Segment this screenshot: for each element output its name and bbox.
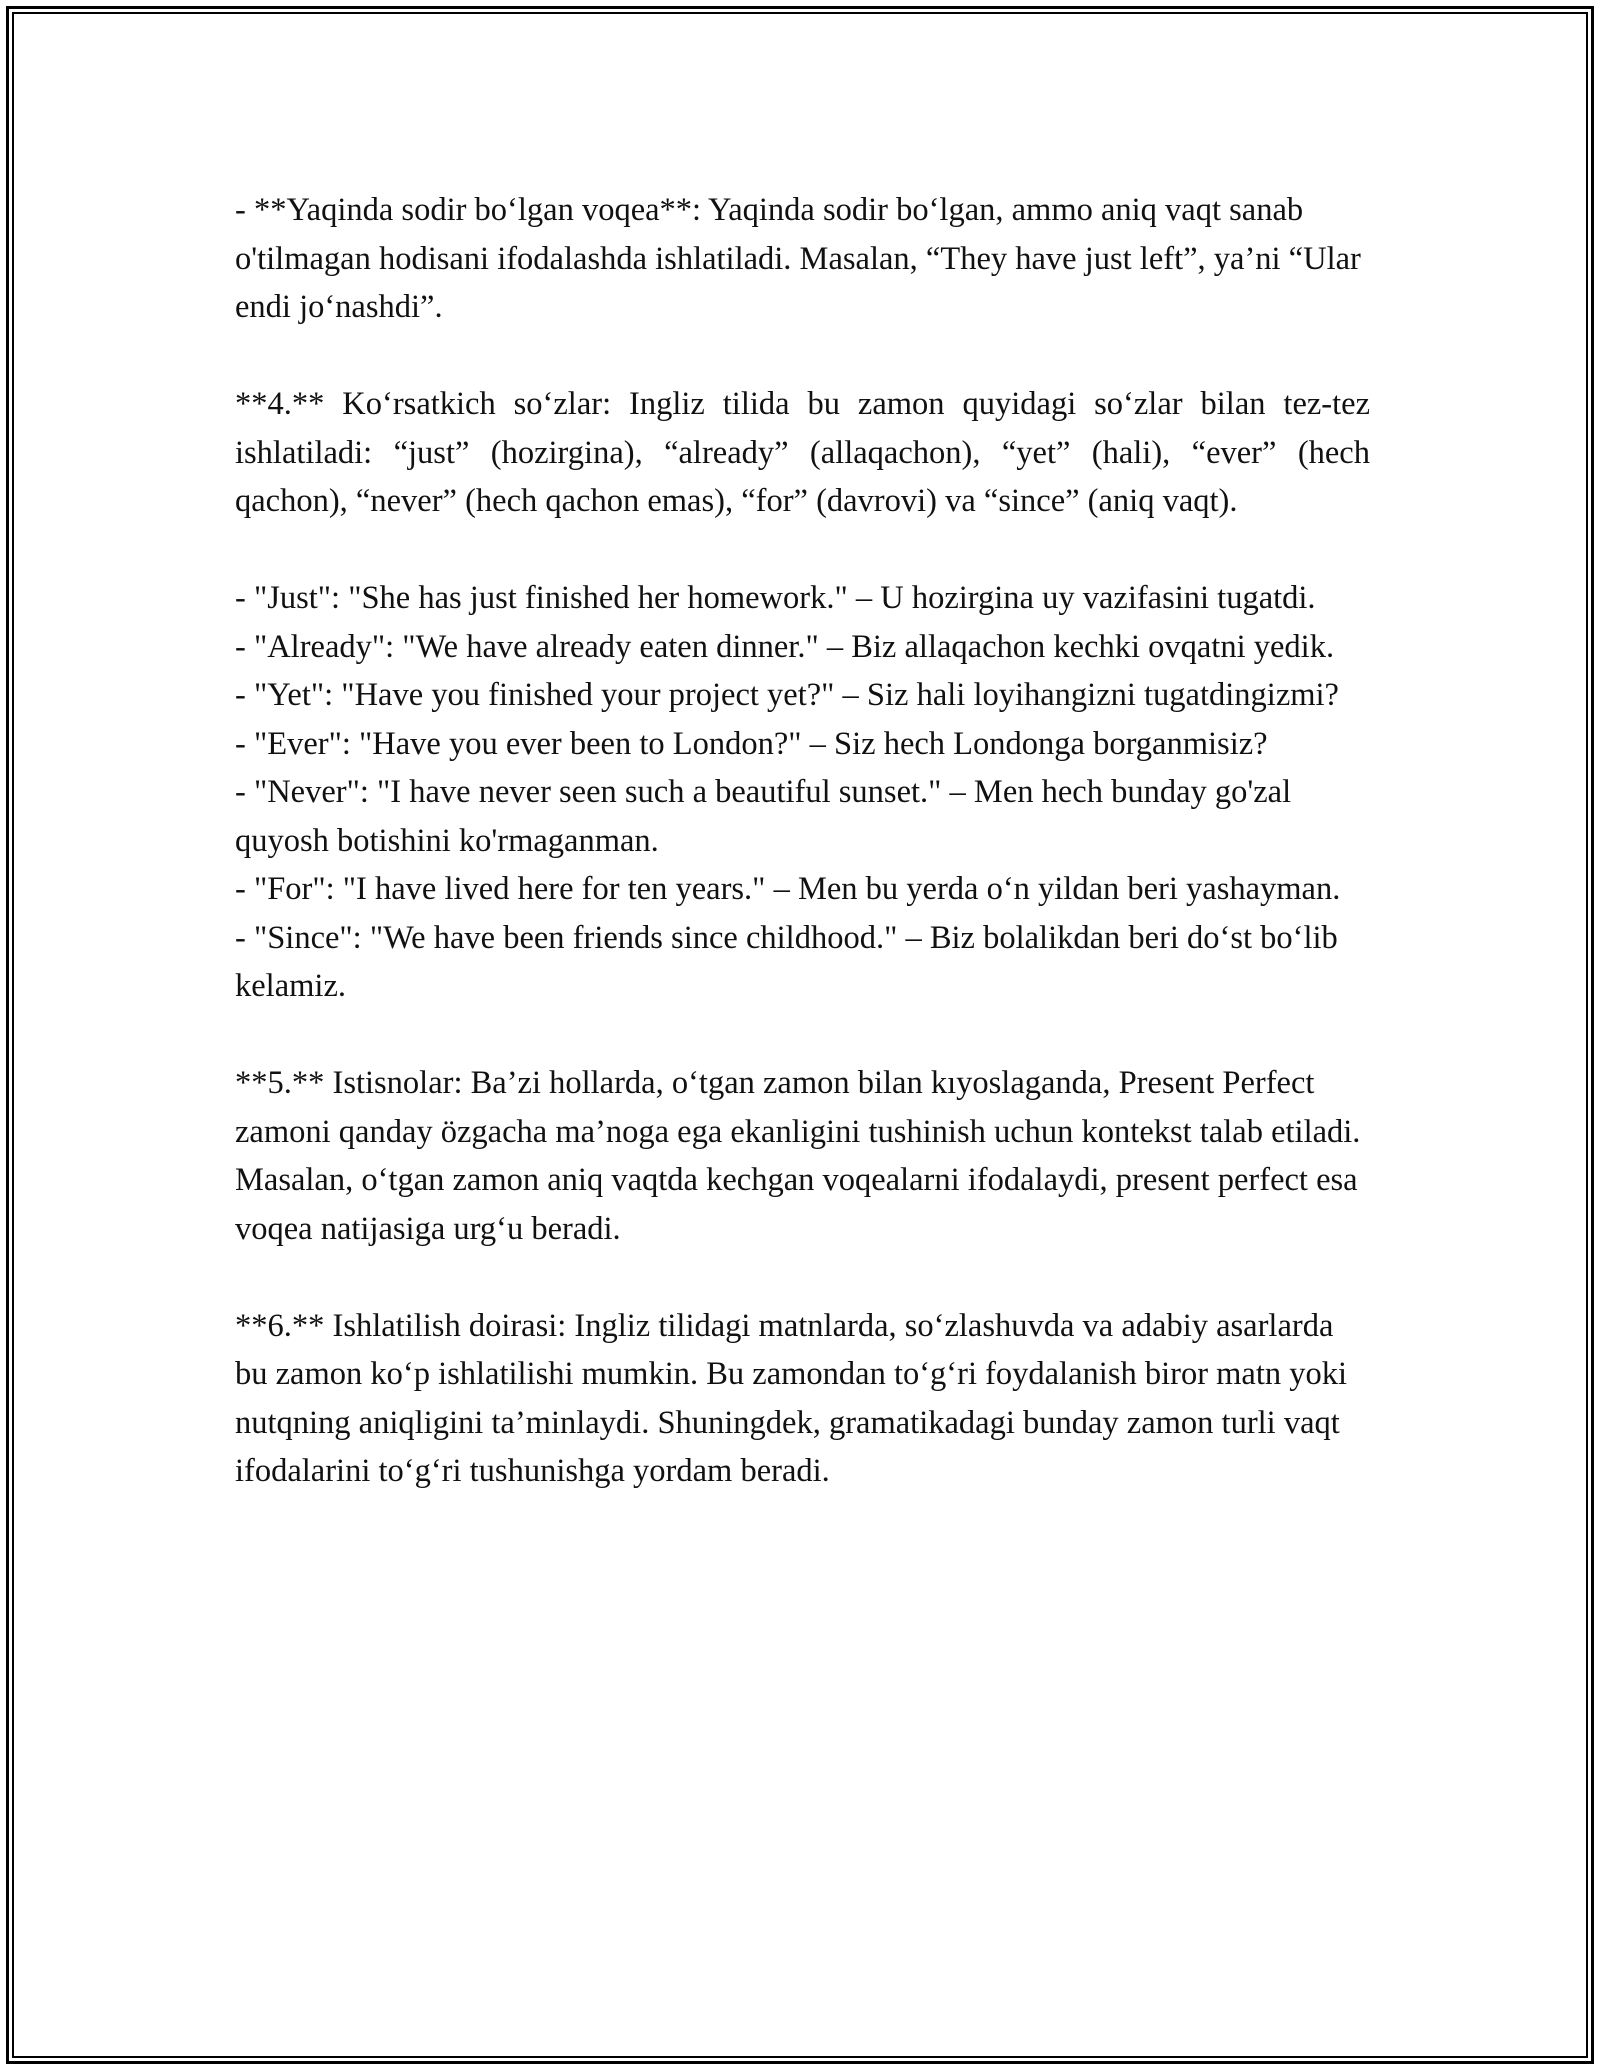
paragraph-usage-scope: **6.** Ishlatilish doirasi: Ingliz tilidagi matnlarda, so‘zlashuvda va adabiy asarlarda bu zamon ko‘p ishlatilishi mumkin. Bu zamondan to‘g‘ri foydalanish biror matn yoki nutqning aniqligini ta’minlaydi. Shuningdek, gramatikadagi bunday zamon turli vaqt ifodalarini to‘g‘ri tushunishga yordam beradi. (235, 1307, 1348, 1489)
example-for: - "For": "I have lived here for ten years." – Men bu yerda o‘n yildan beri yashayman. (235, 871, 1341, 907)
paragraph-exceptions: **5.** Istisnolar: Ba’zi hollarda, o‘tgan zamon bilan kıyoslaganda, Present Perfect zamoni qanday özgacha ma’noga ega ekanligini tushinish uchun kontekst talab etiladi. Masalan, o‘tgan zamon aniq vaqtda kechgan voqealarni ifodalaydi, present perfect esa voqea natijasiga urg‘u beradi. (235, 1065, 1361, 1247)
example-since: - "Since": "We have been friends since childhood." – Biz bolalikdan beri do‘st bo‘lib kelamiz. (235, 919, 1338, 1004)
example-yet: - "Yet": "Have you finished your project yet?" – Siz hali loyihangizni tugatdingizmi? (235, 677, 1339, 713)
examples-list (235, 574, 1370, 1011)
example-already: - "Already": "We have already eaten dinner." – Biz allaqachon kechki ovqatni yedik. (235, 628, 1335, 665)
example-ever: - "Ever": "Have you ever been to London?" – Siz hech Londonga borganmisiz? (235, 725, 1268, 762)
example-just: - "Just": "She has just finished her homework." – U hozirgina uy vazifasini tugatdi. (235, 580, 1316, 616)
document-body (235, 186, 1370, 1544)
paragraph-indicator-words: **4.** Ko‘rsatkich so‘zlar: Ingliz tilida bu zamon quyidagi so‘zlar bilan tez-tez ishlatiladi: “just” (hozirgina), “already” (allaqachon), “yet” (hali), “ever” (hech qachon), “never” (hech qachon emas), “for” (davrovi) va “since” (aniq vaqt). (235, 386, 1370, 519)
paragraph-recent-event: - **Yaqinda sodir bo‘lgan voqea**: Yaqinda sodir bo‘lgan, ammo aniq vaqt sanab o'tilmagan hodisani ifodalashda ishlatiladi. Masalan, “They have just left”, ya’ni “Ular endi jo‘nashdi”. (235, 192, 1361, 325)
example-never: - "Never": "I have never seen such a beautiful sunset." – Men hech bunday go'zal quyosh botishini ko'rmaganman. (235, 774, 1292, 859)
